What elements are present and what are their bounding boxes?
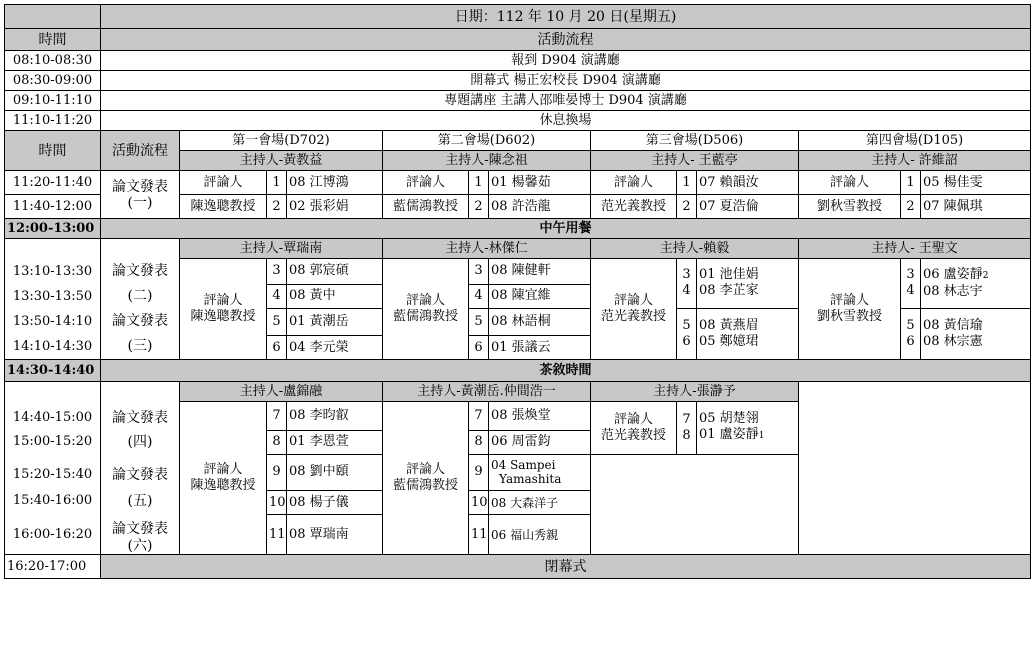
tea-time: 14:30-14:40 bbox=[5, 360, 101, 382]
paper-author: 07 夏浩倫 bbox=[697, 195, 799, 219]
paper-num: 2 bbox=[469, 195, 489, 219]
reviewer: 評論人 藍儒鴻教授 bbox=[383, 402, 469, 555]
host-2: 主持人-陳念祖 bbox=[383, 151, 591, 171]
lunch-time: 12:00-13:00 bbox=[5, 219, 101, 239]
paper-num: 7 8 bbox=[677, 402, 697, 455]
venue-time-header: 時間 bbox=[5, 131, 101, 171]
schedule-table bbox=[4, 4, 1031, 579]
paper-num: 2 bbox=[677, 195, 697, 219]
host-3: 主持人-賴毅 bbox=[591, 239, 799, 259]
reviewer: 評論人 藍儒鴻教授 bbox=[383, 259, 469, 360]
paper-num: 5 6 bbox=[901, 308, 921, 360]
paper-author: 08 楊子儀 bbox=[287, 491, 383, 515]
paper-num: 5 bbox=[267, 308, 287, 336]
paper-num: 2 bbox=[901, 195, 921, 219]
agenda-time: 09:10-11:10 bbox=[5, 91, 101, 111]
paper-num: 10 bbox=[267, 491, 287, 515]
venue-1: 第一會場(D702) bbox=[180, 131, 383, 151]
paper-num: 6 bbox=[469, 336, 489, 360]
paper-author: 02 張彩娟 bbox=[287, 195, 383, 219]
paper-author: 01 李恩萱 bbox=[287, 430, 383, 454]
empty-room-4 bbox=[799, 382, 1031, 555]
paper-author: 06 福山秀親 bbox=[489, 515, 591, 555]
paper-author: 05 胡楚翎 01 盧姿靜1 bbox=[697, 402, 799, 455]
time-slot: 11:40-12:00 bbox=[5, 195, 101, 219]
paper-num: 11 bbox=[469, 515, 489, 555]
paper-num: 5 bbox=[469, 308, 489, 336]
paper-author: 06 盧姿靜2 08 林志宇 bbox=[921, 259, 1031, 309]
paper-author: 07 陳佩琪 bbox=[921, 195, 1031, 219]
paper-num: 1 bbox=[469, 171, 489, 195]
reviewer: 評論人 范光義教授 bbox=[591, 259, 677, 360]
paper-author: 05 楊佳雯 bbox=[921, 171, 1031, 195]
reviewer-label: 評論人 bbox=[591, 171, 677, 195]
paper-author: 01 黃潮岳 bbox=[287, 308, 383, 336]
paper-author: 08 劉中頤 bbox=[287, 454, 383, 491]
paper-author: 08 大森洋子 bbox=[489, 491, 591, 515]
host-1: 主持人-盧錦融 bbox=[180, 382, 383, 402]
closing-label: 閉幕式 bbox=[101, 555, 1031, 579]
paper-num: 1 bbox=[267, 171, 287, 195]
host-4: 主持人- 王聖文 bbox=[799, 239, 1031, 259]
paper-author: 08 黃信瑜 08 林宗憲 bbox=[921, 308, 1031, 360]
agenda-event: 報到 D904 演講廳 bbox=[101, 51, 1031, 71]
agenda-event: 開幕式 楊正宏校長 D904 演講廳 bbox=[101, 71, 1031, 91]
time-cell: 13:10-13:30 13:30-13:50 13:50-14:10 14:10-14:30 bbox=[5, 239, 101, 360]
session-label: 論文發表 (一) bbox=[101, 171, 180, 219]
paper-num: 2 bbox=[267, 195, 287, 219]
reviewer-label: 評論人 bbox=[180, 171, 267, 195]
host-2: 主持人-林傑仁 bbox=[383, 239, 591, 259]
venue-2: 第二會場(D602) bbox=[383, 131, 591, 151]
paper-num: 10 bbox=[469, 491, 489, 515]
host-1: 主持人-黃教益 bbox=[180, 151, 383, 171]
venue-3: 第三會場(D506) bbox=[591, 131, 799, 151]
paper-num: 3 4 bbox=[677, 259, 697, 309]
agenda-event: 休息換場 bbox=[101, 111, 1031, 131]
paper-author: 01 楊馨茹 bbox=[489, 171, 591, 195]
paper-num: 4 bbox=[469, 284, 489, 308]
paper-author: 08 林語桐 bbox=[489, 308, 591, 336]
venue-flow-header: 活動流程 bbox=[101, 131, 180, 171]
host-4: 主持人- 許維詔 bbox=[799, 151, 1031, 171]
reviewer-name: 范光義教授 bbox=[591, 195, 677, 219]
paper-author: 08 陳健軒 bbox=[489, 259, 591, 285]
venue-4: 第四會場(D105) bbox=[799, 131, 1031, 151]
agenda-time: 08:10-08:30 bbox=[5, 51, 101, 71]
paper-num: 8 bbox=[267, 430, 287, 454]
paper-author: 01 池佳娟 08 李芷家 bbox=[697, 259, 799, 309]
paper-author: 04 李元榮 bbox=[287, 336, 383, 360]
reviewer: 評論人 劉秋雪教授 bbox=[799, 259, 901, 360]
paper-author: 08 陳宜維 bbox=[489, 284, 591, 308]
paper-num: 11 bbox=[267, 515, 287, 555]
host-1: 主持人-覃瑞南 bbox=[180, 239, 383, 259]
col-flow-header: 活動流程 bbox=[101, 29, 1031, 51]
agenda-event: 專題講座 主講人邵唯晏博士 D904 演講廳 bbox=[101, 91, 1031, 111]
paper-author: 08 覃瑞南 bbox=[287, 515, 383, 555]
paper-num: 7 bbox=[469, 402, 489, 431]
paper-num: 9 bbox=[469, 454, 489, 491]
reviewer: 評論人 陳逸聰教授 bbox=[180, 402, 267, 555]
date-header: 日期：112 年 10 月 20 日(星期五) bbox=[101, 5, 1031, 29]
paper-num: 9 bbox=[267, 454, 287, 491]
paper-author: 08 李昀叡 bbox=[287, 402, 383, 431]
paper-num: 1 bbox=[677, 171, 697, 195]
reviewer-label: 評論人 bbox=[799, 171, 901, 195]
reviewer: 評論人 范光義教授 bbox=[591, 402, 677, 455]
agenda-time: 08:30-09:00 bbox=[5, 71, 101, 91]
host-3: 主持人-張瀞予 bbox=[591, 382, 799, 402]
paper-num: 3 bbox=[469, 259, 489, 285]
reviewer: 評論人 陳逸聰教授 bbox=[180, 259, 267, 360]
paper-author: 08 張煥堂 bbox=[489, 402, 591, 431]
paper-author: 01 張議云 bbox=[489, 336, 591, 360]
paper-author: 08 江博鴻 bbox=[287, 171, 383, 195]
session-label: 論文發表 (四) 論文發表 (五) 論文發表 (六) bbox=[101, 382, 180, 555]
paper-author: 06 周雷鈞 bbox=[489, 430, 591, 454]
tea-label: 茶敘時間 bbox=[101, 360, 1031, 382]
paper-author: 07 賴韻汝 bbox=[697, 171, 799, 195]
paper-author: 08 郭宸碩 bbox=[287, 259, 383, 285]
paper-author: 08 黃燕眉 05 鄭嬑珺 bbox=[697, 308, 799, 360]
host-3: 主持人- 王藍亭 bbox=[591, 151, 799, 171]
paper-author: 04 Sampei Yamashita bbox=[489, 454, 591, 491]
agenda-time: 11:10-11:20 bbox=[5, 111, 101, 131]
col-time-header: 時間 bbox=[5, 29, 101, 51]
paper-author: 08 許浩龍 bbox=[489, 195, 591, 219]
paper-num: 3 4 bbox=[901, 259, 921, 309]
paper-num: 4 bbox=[267, 284, 287, 308]
time-cell: 14:40-15:00 15:00-15:20 15:20-15:40 15:40-16:00 16:00-16:20 bbox=[5, 382, 101, 555]
paper-num: 6 bbox=[267, 336, 287, 360]
reviewer-name: 劉秋雪教授 bbox=[799, 195, 901, 219]
closing-time: 16:20-17:00 bbox=[5, 555, 101, 579]
paper-num: 7 bbox=[267, 402, 287, 431]
session-label: 論文發表 (二) 論文發表 (三) bbox=[101, 239, 180, 360]
reviewer-label: 評論人 bbox=[383, 171, 469, 195]
host-2: 主持人-黃潮岳.仲間浩一 bbox=[383, 382, 591, 402]
reviewer-name: 陳逸聰教授 bbox=[180, 195, 267, 219]
paper-author: 08 黃中 bbox=[287, 284, 383, 308]
paper-num: 5 6 bbox=[677, 308, 697, 360]
lunch-label: 中午用餐 bbox=[101, 219, 1031, 239]
empty-room-3 bbox=[591, 454, 799, 555]
paper-num: 1 bbox=[901, 171, 921, 195]
paper-num: 3 bbox=[267, 259, 287, 285]
time-slot: 11:20-11:40 bbox=[5, 171, 101, 195]
paper-num: 8 bbox=[469, 430, 489, 454]
reviewer-name: 藍儒鴻教授 bbox=[383, 195, 469, 219]
